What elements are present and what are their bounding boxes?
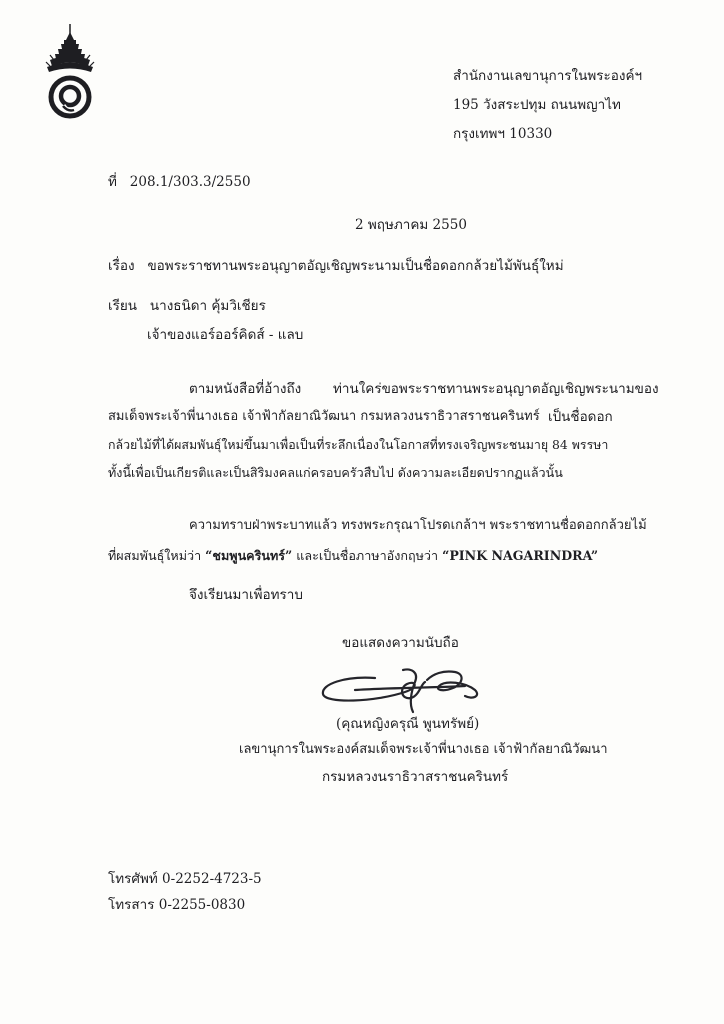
- body-p1-line1b: ท่านใคร่ขอพระราชทานพระอนุญาตอัญเชิญพระนามของ: [333, 381, 659, 397]
- body-p1-line3: กล้วยไม้ที่ได้ผสมพันธุ์ใหม่ขึ้นมาเพื่อเป็นที่ระลึกเนื่องในโอกาสที่ทรงเจริญพระชนมายุ 84 พรรษา: [108, 437, 609, 452]
- recipient-title: เจ้าของแอร์ออร์คิดส์ - แลบ: [147, 327, 304, 343]
- subject-label: เรื่อง: [108, 258, 135, 274]
- body-p2-line2: [108, 546, 598, 566]
- contact-fax: โทรสาร 0-2255-0830: [108, 897, 246, 913]
- recipient-label: เรียน: [108, 298, 138, 314]
- body-p2-line2a: ที่ผสมพันธุ์ใหม่ว่า: [108, 548, 206, 563]
- signature-icon: [315, 660, 495, 720]
- signatory-name: (คุณหญิงครุณี พูนทรัพย์): [336, 716, 480, 732]
- orchid-thai-name: “ชมพูนครินทร์”: [205, 548, 293, 563]
- reference-number: 208.1/303.3/2550: [129, 174, 251, 190]
- body-p3: จึงเรียนมาเพื่อทราบ: [189, 587, 303, 603]
- recipient-line: [108, 296, 266, 316]
- office-name: สำนักงานเลขานุการในพระองค์ฯ: [453, 68, 643, 84]
- body-p1-line2b: เป็นชื่อดอก: [548, 409, 613, 425]
- body-p2-line1: ความทราบฝ่าพระบาทแล้ว ทรงพระกรุณาโปรดเกล้าฯ พระราชทานชื่อดอกกล้วยไม้: [189, 518, 647, 533]
- reference-label: ที่: [108, 174, 117, 190]
- reference-line: [108, 172, 251, 192]
- letter-date: 2 พฤษภาคม 2550: [355, 217, 467, 233]
- body-p1-line2a: สมเด็จพระเจ้าพี่นางเธอ เจ้าฟ้ากัลยาณิวัฒนา กรมหลวงนราธิวาสราชนครินทร์: [108, 409, 540, 424]
- body-p1-line4: ทั้งนี้เพื่อเป็นเกียรติและเป็นสิริมงคลแก่ครอบครัวสืบไป ดังความละเอียดปรากฏแล้วนั้น: [108, 465, 563, 480]
- signatory-position-line1: เลขานุการในพระองค์สมเด็จพระเจ้าพี่นางเธอ เจ้าฟ้ากัลยาณิวัฒนา: [239, 742, 608, 757]
- signatory-position-line2: กรมหลวงนราธิวาสราชนครินทร์: [322, 769, 509, 785]
- recipient-name: นางธนิดา คุ้มวิเชียร: [149, 298, 266, 314]
- body-p1-line1a: ตามหนังสือที่อ้างถึง: [189, 381, 302, 397]
- office-address-line1: 195 วังสระปทุม ถนนพญาไท: [453, 97, 621, 113]
- orchid-english-name: “PINK NAGARINDRA”: [442, 548, 599, 563]
- subject-line: [108, 256, 564, 276]
- office-address-line2: กรุงเทพฯ 10330: [453, 126, 553, 142]
- body-p2-line2c: และเป็นชื่อภาษาอังกฤษว่า: [292, 548, 443, 563]
- royal-emblem-icon: [44, 22, 96, 122]
- contact-phone: โทรศัพท์ 0-2252-4723-5: [108, 871, 262, 887]
- subject-text: ขอพระราชทานพระอนุญาตอัญเชิญพระนามเป็นชื่อดอกกล้วยไม้พันธุ์ใหม่: [147, 258, 564, 274]
- closing-salutation: ขอแสดงความนับถือ: [342, 635, 459, 651]
